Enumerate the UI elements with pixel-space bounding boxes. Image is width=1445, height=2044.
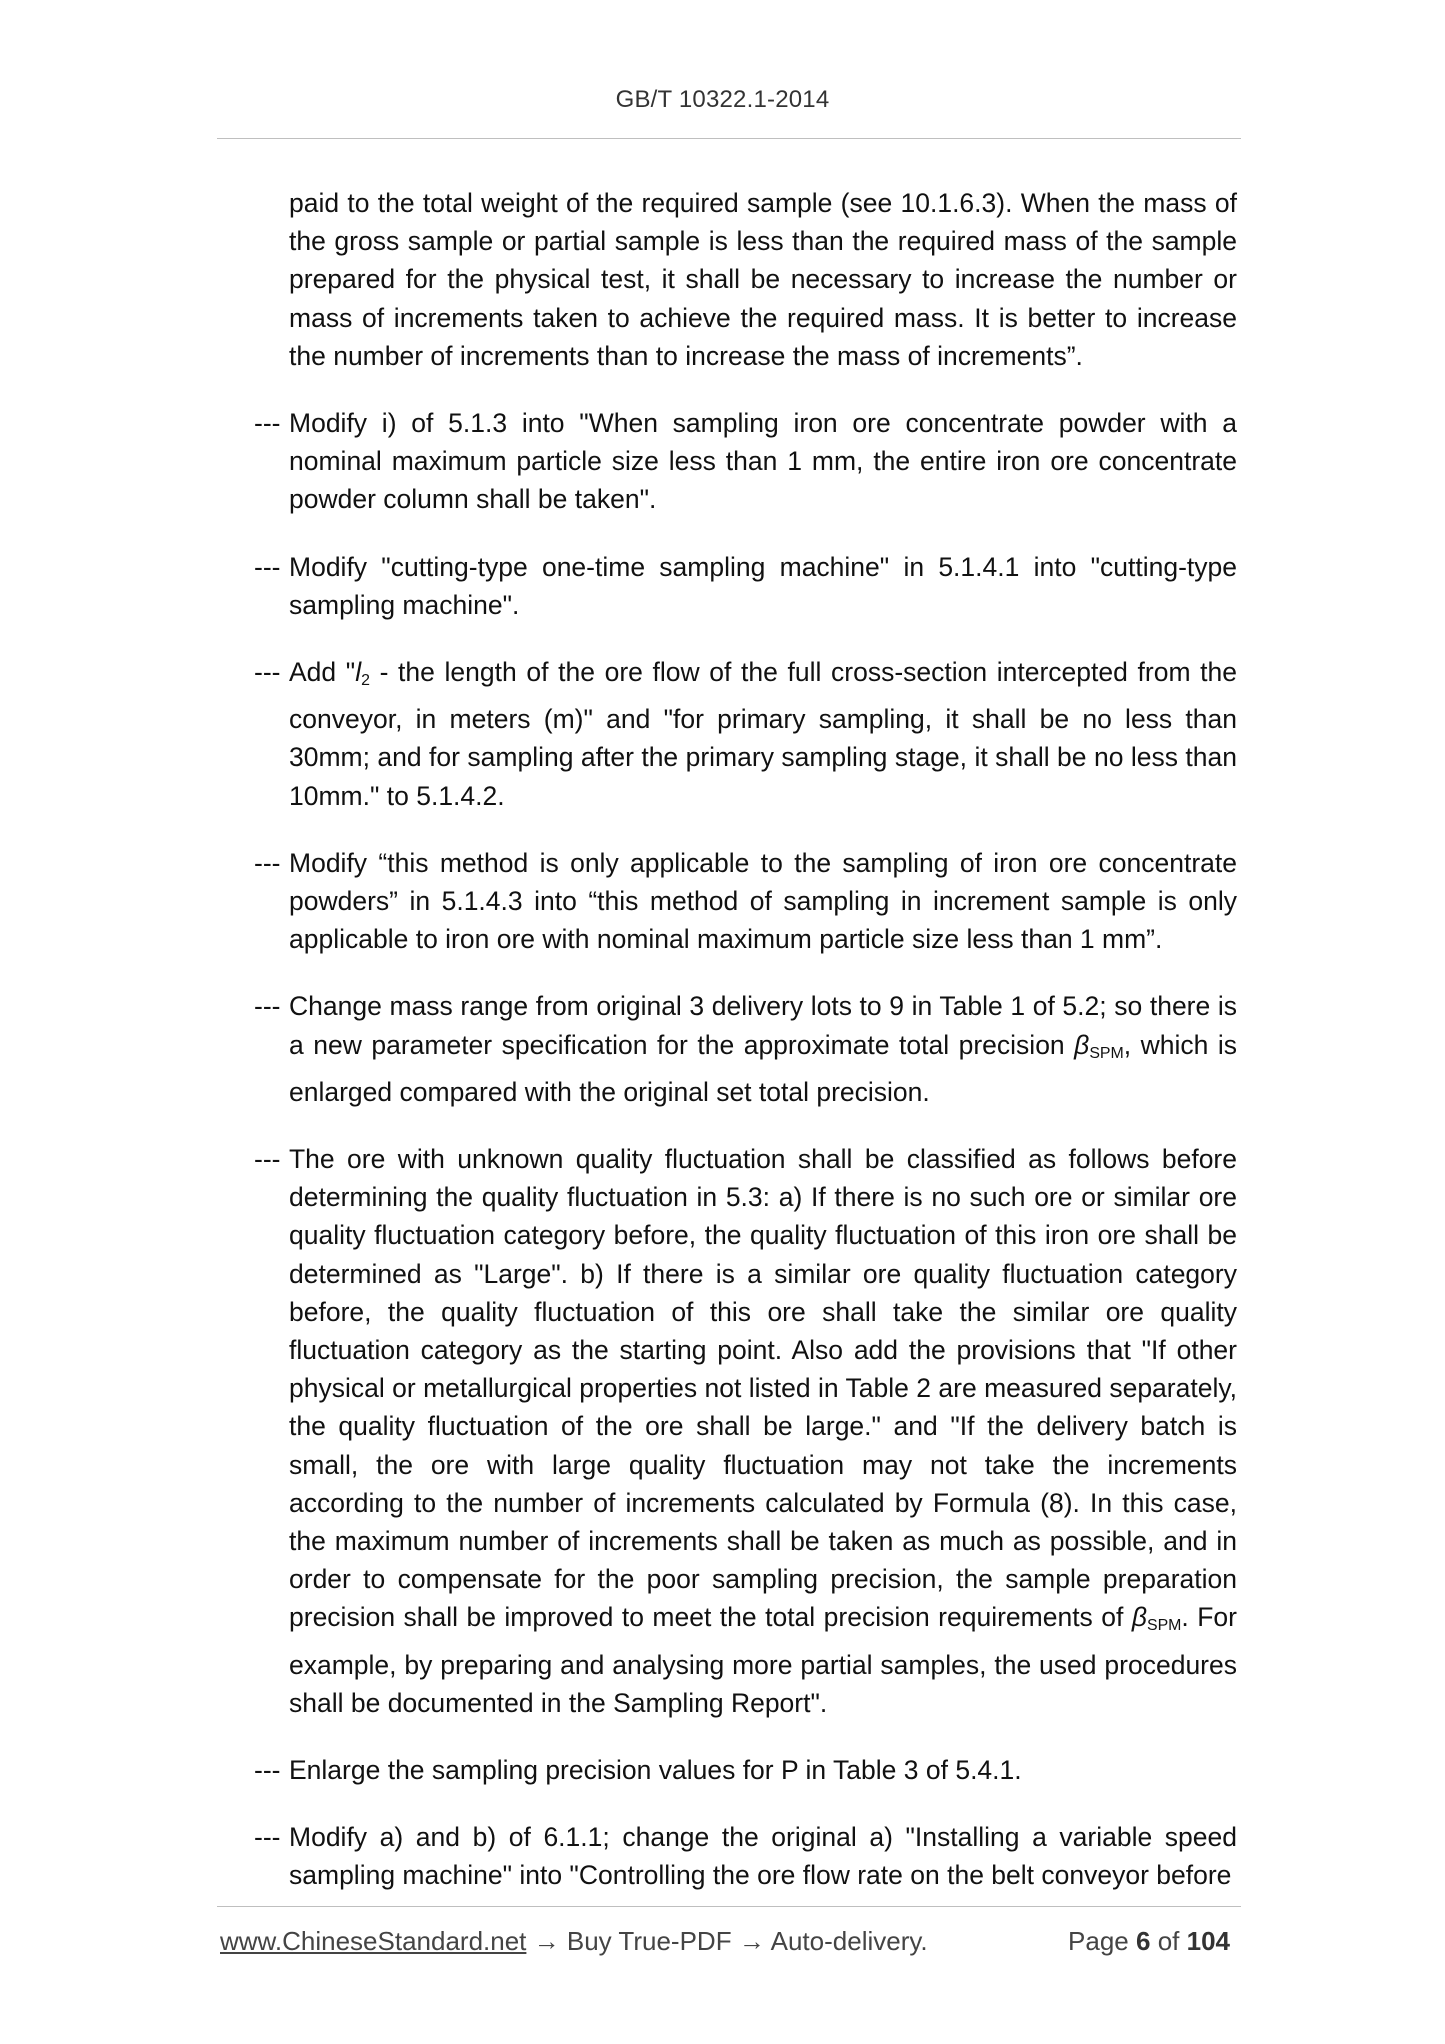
list-item bbox=[254, 404, 1237, 519]
paragraph-text: . For example, by preparing and analysing more partial samples, the used procedures shall be documented in the Sampling Report". bbox=[289, 1602, 1237, 1718]
dash-marker: --- bbox=[254, 991, 281, 1022]
dash-marker: --- bbox=[254, 657, 281, 688]
paragraph-text: Modify "cutting-type one-time sampling machine" in 5.1.4.1 into "cutting-type sampling machine". bbox=[289, 551, 1237, 620]
list-item bbox=[254, 653, 1237, 815]
list-item bbox=[254, 1818, 1237, 1894]
page-label: Page bbox=[1068, 1926, 1129, 1956]
list-item bbox=[254, 1140, 1237, 1722]
buy-pdf-text: Buy True-PDF bbox=[566, 1926, 732, 1956]
total-pages: 104 bbox=[1186, 1926, 1230, 1956]
paragraph-text: Change mass range from original 3 delivery lots to 9 in Table 1 of 5.2; so there is a new parameter specification for the approximate total precision bbox=[289, 991, 1237, 1060]
document-body bbox=[254, 184, 1237, 1924]
paragraph-text: Add " bbox=[289, 657, 356, 688]
dash-marker: --- bbox=[254, 1755, 281, 1786]
paragraph-text: Modify a) and b) of 6.1.1; change the original a) "Installing a variable speed sampling machine" into "Controlling the ore flow rate on the belt conveyor before bbox=[289, 1822, 1237, 1891]
dash-marker: --- bbox=[254, 551, 281, 582]
page-number: 6 bbox=[1135, 1926, 1151, 1956]
page-indicator bbox=[1068, 1926, 1230, 1957]
footer-divider bbox=[217, 1906, 1241, 1907]
site-link[interactable]: www.ChineseStandard.net bbox=[220, 1926, 527, 1956]
arrow-icon: → bbox=[738, 1926, 765, 1956]
paragraph-text: Enlarge the sampling precision values for P in Table 3 of 5.4.1. bbox=[289, 1755, 1022, 1786]
dash-marker: --- bbox=[254, 1144, 281, 1174]
paragraph-text: , which is enlarged compared with the original set total precision. bbox=[289, 1029, 1237, 1107]
list-item bbox=[254, 548, 1237, 624]
list-item bbox=[254, 1751, 1237, 1789]
symbol-l: l bbox=[355, 657, 362, 688]
of-label: of bbox=[1157, 1926, 1180, 1956]
paragraph-continuation bbox=[289, 184, 1237, 375]
symbol-beta: β bbox=[1131, 1602, 1147, 1633]
paragraph-text: paid to the total weight of the required sample (see 10.1.6.3). When the mass of the gross sample or partial sample is less than the required mass of the sample prepared for the physical test, it shall be necessary to increase the number or mass of increments taken to achieve the required mass. It is better to increase the number of increments than to increase the mass of increments”. bbox=[289, 188, 1237, 371]
document-header-title: GB/T 10322.1-2014 bbox=[615, 86, 830, 113]
symbol-subscript: 2 bbox=[361, 672, 370, 689]
dash-marker: --- bbox=[254, 1822, 281, 1853]
list-item bbox=[254, 844, 1237, 959]
arrow-icon: → bbox=[533, 1926, 560, 1956]
header-divider bbox=[217, 138, 1241, 139]
dash-marker: --- bbox=[254, 847, 281, 878]
paragraph-text: The ore with unknown quality fluctuation shall be classified as follows before determining the quality fluctuation in 5.3: a) If there is no such ore or similar ore quality fluctuation category before, the quality fluctuation of this iron ore shall be determined as "Large". b) If there is a similar ore quality fluctuation category before, the quality fluctuation of this ore shall take the similar ore quality fluctuation category as the starting point. Also add the provisions that "If other physical or metallurgical properties not listed in Table 2 are measured separately, the quality fluctuation of the ore shall be large." and "If the delivery batch is small, the ore with large quality fluctuation may not take the increments according to the number of increments calculated by Formula (8). In this case, the maximum number of increments shall be taken as much as possible, and in order to compensate for the poor sampling precision, the sample preparation precision shall be improved to meet the total precision requirements of bbox=[289, 1144, 1237, 1633]
paragraph-text: - the length of the ore flow of the full cross-section intercepted from the conveyor, in meters (m)" and "for primary sampling, it shall be no less than 30mm; and for sampling after the primary sampling stage, it shall be no less than 10mm." to 5.1.4.2. bbox=[289, 657, 1237, 811]
symbol-beta: β bbox=[1074, 1029, 1090, 1060]
paragraph-text: Modify “this method is only applicable to the sampling of iron ore concentrate powders” in 5.1.4.3 into “this method of sampling in increment sample is only applicable to iron ore with nominal maximum particle size less than 1 mm”. bbox=[289, 847, 1237, 955]
symbol-subscript: SPM bbox=[1146, 1617, 1182, 1635]
page-footer bbox=[220, 1926, 1230, 1957]
dash-marker: --- bbox=[254, 408, 281, 439]
symbol-subscript: SPM bbox=[1089, 1044, 1124, 1062]
paragraph-text: Modify i) of 5.1.3 into "When sampling iron ore concentrate powder with a nominal maximum particle size less than 1 mm, the entire iron ore concentrate powder column shall be taken". bbox=[289, 408, 1237, 515]
list-item bbox=[254, 987, 1237, 1111]
auto-delivery-text: Auto-delivery. bbox=[770, 1926, 928, 1956]
